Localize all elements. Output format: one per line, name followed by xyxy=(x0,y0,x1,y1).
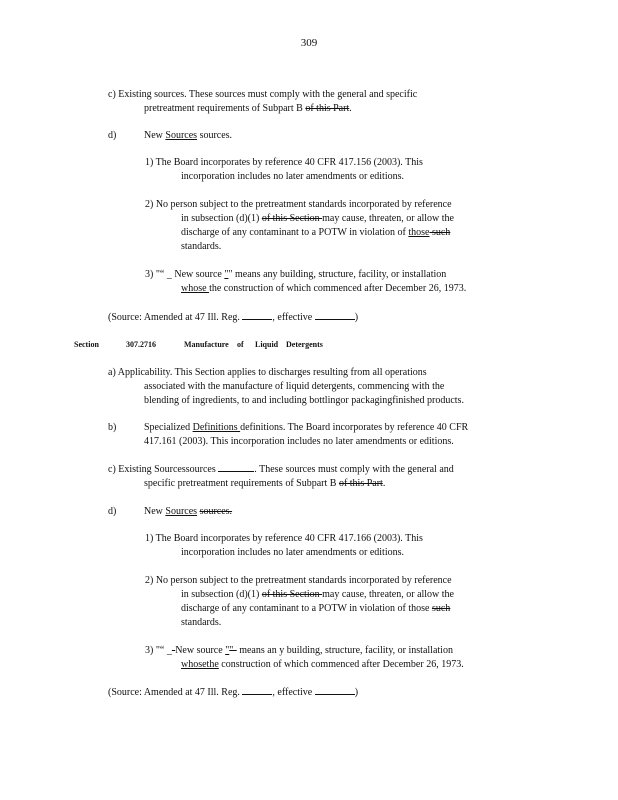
deleted-text: such xyxy=(431,603,451,614)
subsection-d-new-sources: d) New Sources sources. xyxy=(108,506,233,517)
item-d2: 2) No person subject to the pretreatment standards incorporated by reference in subsection (d)(1) of this Section may cause, threaten, or allow the discharge of any contaminant to a POTW in violation of those such standards. xyxy=(145,575,454,628)
inserted-text: Sources xyxy=(165,506,198,517)
source-note: (Source: Amended at 47 Ill. Reg. , effective ) xyxy=(108,312,359,323)
page-number: 309 xyxy=(300,37,318,49)
deleted-text: of this Section xyxy=(261,213,323,224)
subsection-a-applicability: a) Applicability. This Section applies to discharges resulting from all operations associated with the manufacture of liquid detergents, commencing with the blending of ingredients, to and including bottlingor packagingfinished products. xyxy=(108,367,464,406)
subsection-d-new-sources: d) New Sources sources. xyxy=(108,130,233,141)
section-label: Section xyxy=(74,340,99,349)
subsection-c-existing-sources: c) Existing Sourcessources . These sources must comply with the general and specific pretreatment requirements of Subpart B of this Part. xyxy=(108,464,454,489)
text-line: pretreatment requirements of Subpart B of this Part. xyxy=(144,103,352,114)
blank-line xyxy=(315,685,355,695)
inserted-text: whose xyxy=(181,283,210,294)
deleted-text: of this Part xyxy=(305,103,350,114)
deleted-text: "- xyxy=(229,645,237,656)
inserted-text: " xyxy=(224,269,229,280)
item-d1: 1) The Board incorporates by reference 40 CFR 417.156 (2003). This incorporation includes no later amendments or editions. xyxy=(145,157,423,182)
source-note: (Source: Amended at 47 Ill. Reg. , effective ) xyxy=(108,687,359,698)
deleted-text: - xyxy=(171,645,176,656)
item-d3: 3) "“ _ New source "" means any building, structure, facility, or installation whose the construction of which commenced after December 26, 1973. xyxy=(145,269,467,294)
deleted-text: sources. xyxy=(199,506,233,517)
blank-line xyxy=(315,310,355,320)
inserted-text: those xyxy=(408,227,430,238)
text-line: c) Existing sources. These sources must comply with the general and specific xyxy=(108,89,418,100)
deleted-rule xyxy=(218,466,254,472)
item-d3: 3) "“ _-New source ""- means an y building, structure, facility, or installation whosethe construction of which commenced after December 26, 1973. xyxy=(145,645,464,670)
subsection-c-existing-sources xyxy=(108,88,417,116)
subsection-b-definitions: b) Specialized Definitions definitions. The Board incorporates by reference 40 CFR 417.161 (2003). This incorporation includes no later amendments or editions. xyxy=(108,422,469,447)
inserted-text: " xyxy=(225,645,230,656)
deleted-text: of this Part xyxy=(338,478,383,489)
section-number: 307.2716 xyxy=(126,340,156,349)
item-d2: 2) No person subject to the pretreatment standards incorporated by reference in subsection (d)(1) of this Section may cause, threaten, or allow the discharge of any contaminant to a POTW in violation of those such standards. xyxy=(145,199,454,252)
section-title-word: of xyxy=(237,340,244,349)
blank-line xyxy=(242,310,272,320)
inserted-text: Definitions xyxy=(192,422,241,433)
section-title-word: Manufacture xyxy=(184,340,229,349)
section-title-word: Detergents xyxy=(286,340,323,349)
deleted-text: such xyxy=(429,227,451,238)
item-d1: 1) The Board incorporates by reference 40 CFR 417.166 (2003). This incorporation includes no later amendments or editions. xyxy=(145,533,423,558)
inserted-text: Sources xyxy=(165,130,198,141)
section-title-word: Liquid xyxy=(255,340,279,349)
deleted-text: of this Section xyxy=(261,589,323,600)
inserted-text: whosethe xyxy=(181,659,219,670)
blank-line xyxy=(242,685,272,695)
